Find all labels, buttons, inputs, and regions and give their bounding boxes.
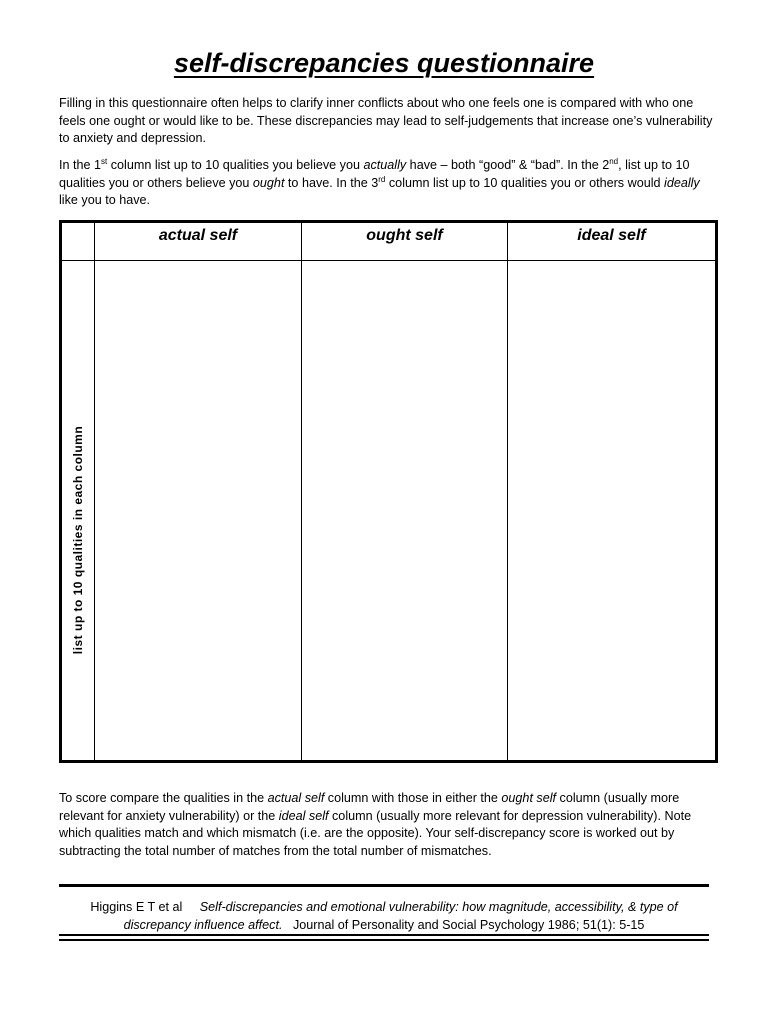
header-corner	[61, 222, 95, 261]
scoring-text-a: To score compare the qualities in the	[59, 791, 268, 805]
actual-self-entry-cell[interactable]	[95, 261, 302, 762]
instr-text-c: have – both “good” & “bad”. In the 2	[406, 158, 610, 172]
scoring-text-c: column (usually more relevant for anxiety vulnerability) or the	[59, 791, 680, 823]
qualities-table	[59, 220, 718, 763]
instr-sup-3rd: rd	[378, 174, 386, 184]
intro-paragraph: Filling in this questionnaire often helps to clarify inner conflicts about who one feels one is compared with who one feels one ought or would like to be. These discrepancies may lead to self-judgements that increase one’s vulnerability to anxiety and depression.	[59, 96, 713, 146]
side-label: list up to 10 qualities in each column	[71, 425, 85, 654]
table-header-row	[61, 222, 717, 261]
scoring-em-actual-self: actual self	[267, 791, 325, 805]
column-header-ideal-self: ideal self	[508, 222, 717, 261]
scoring-em-ought-self: ought self	[501, 791, 557, 805]
scoring-paragraph	[59, 790, 719, 860]
scoring-em-ideal-self: ideal self	[278, 808, 329, 823]
reference-citation	[59, 898, 709, 934]
instructions-paragraph	[59, 157, 719, 210]
instr-text-d: , list up to 10 qualities you or others believe you	[59, 158, 690, 190]
page-title: self-discrepancies questionnaire	[173, 48, 595, 78]
instr-em-ought: ought	[252, 175, 285, 190]
reference-bottom-rule-1	[59, 934, 709, 936]
reference-title: Self-discrepancies and emotional vulnerability: how magnitude, accessibility, & type of discrepancy influence affect.	[123, 900, 678, 932]
instr-sup-2nd: nd	[609, 156, 619, 166]
instr-text-e: to have. In the 3	[284, 175, 379, 190]
column-header-actual-self: actual self	[95, 222, 302, 261]
ideal-self-entry-cell[interactable]	[508, 261, 717, 762]
instr-em-actually: actually	[363, 158, 407, 172]
instr-sup-1st: st	[101, 156, 108, 166]
instr-text-a: In the 1	[59, 158, 102, 172]
instr-em-ideally: ideally	[664, 175, 700, 190]
scoring-text-b: column with those in either the	[324, 791, 502, 805]
ought-self-entry-cell[interactable]	[302, 261, 508, 762]
column-header-ought-self: ought self	[302, 222, 508, 261]
reference-bottom-rule-2	[59, 939, 709, 941]
table-body-row	[61, 261, 717, 762]
reference-top-rule	[59, 884, 709, 887]
instr-text-g: like you to have.	[59, 193, 151, 208]
reference-authors: Higgins E T et al	[90, 900, 183, 914]
instr-text-b: column list up to 10 qualities you believe you	[107, 158, 364, 172]
side-label-cell	[61, 261, 95, 762]
instr-text-f: column list up to 10 qualities you or others would	[385, 175, 665, 190]
reference-journal: Journal of Personality and Social Psychology 1986; 51(1): 5-15	[292, 918, 645, 932]
scoring-text-d: column (usually more relevant for depression vulnerability). Note which qualities match and which mismatch (i.e. are the opposite). Your self-discrepancy score is worked out by subtracting the total number of matches from the total number of mismatches.	[59, 808, 692, 858]
